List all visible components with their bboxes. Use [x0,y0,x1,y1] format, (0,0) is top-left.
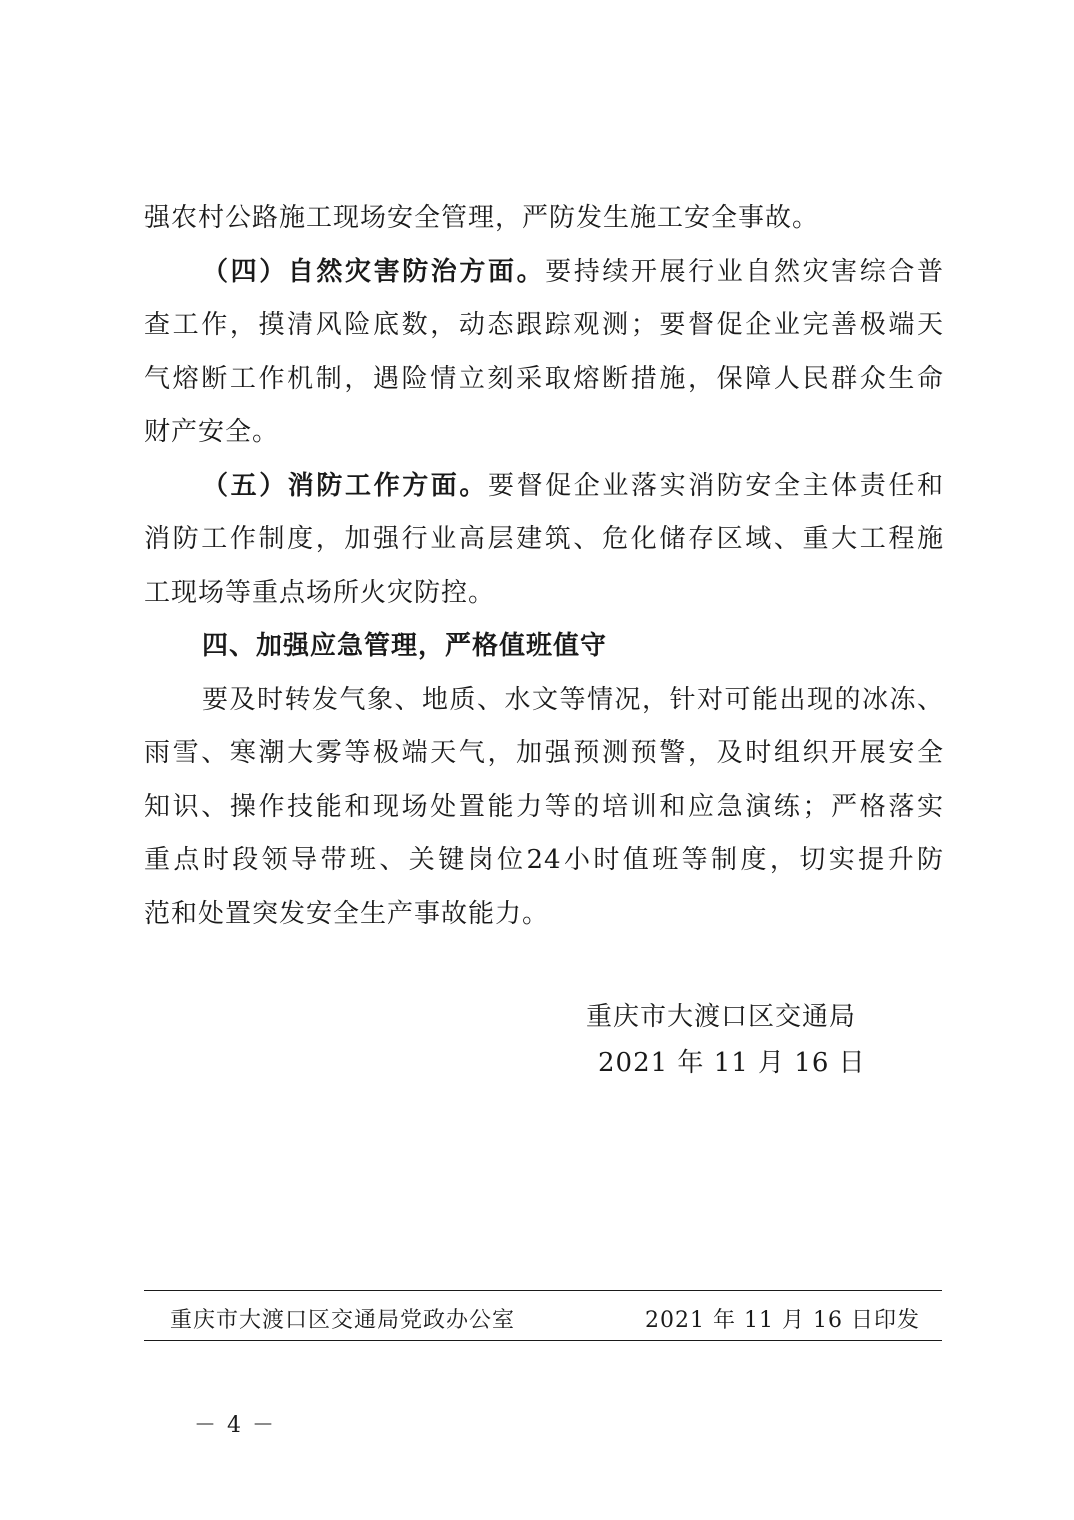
text-line: 气熔断工作机制，遇险情立刻采取熔断措施，保障人民群众生命 [144,363,944,394]
text-line: 要及时转发气象、地质、水文等情况，针对可能出现的冰冻、 [202,684,944,715]
text-line: 雨雪、寒潮大雾等极端天气，加强预测预警，及时组织开展安全 [144,738,944,768]
paragraph-fire-safety [144,460,944,514]
text-line: 工现场等重点场所火灾防控。 [144,577,496,608]
page-number: － 4 － [194,1413,276,1438]
text-line: 知识、操作技能和现场处置能力等的培训和应急演练；严格落实 [144,791,944,822]
signature-org: 重庆市大渡口区交通局 [586,1002,857,1032]
footer-print-date: 2021 年 11 月 16 日印发 [645,1308,920,1333]
subheading-natural-disaster: （四）自然灾害防治方面。 [202,256,546,287]
footer-bottom-rule [144,1340,942,1341]
signature-block [586,994,866,1086]
text-line: 重点时段领导带班、关键岗位24小时值班等制度，切实提升防 [144,845,944,875]
footer-top-rule [144,1290,942,1291]
signature-date: 2021 年 11 月 16 日 [598,1048,866,1078]
text-line: 财产安全。 [144,417,280,447]
text-line: 消防工作制度，加强行业高层建筑、危化储存区域、重大工程施 [144,524,944,554]
subheading-fire-safety: （五）消防工作方面。 [202,470,488,501]
paragraph-natural-disaster [144,246,944,300]
text-line: 范和处置突发安全生产事故能力。 [144,898,550,929]
footer-issuer-line [170,1302,920,1340]
text-line: 查工作，摸清风险底数，动态跟踪观测；要督促企业完善极端天 [144,310,944,340]
text-line: 要督促企业落实消防安全主体责任和 [488,470,944,501]
text-line: 强农村公路施工现场安全管理，严防发生施工安全事故。 [144,203,820,233]
text-line: 要持续开展行业自然灾害综合普 [545,256,944,287]
body-text [144,192,944,941]
footer-issuer: 重庆市大渡口区交通局党政办公室 [170,1308,516,1333]
section-heading-emergency: 四、加强应急管理，严格值班值守 [202,631,608,661]
